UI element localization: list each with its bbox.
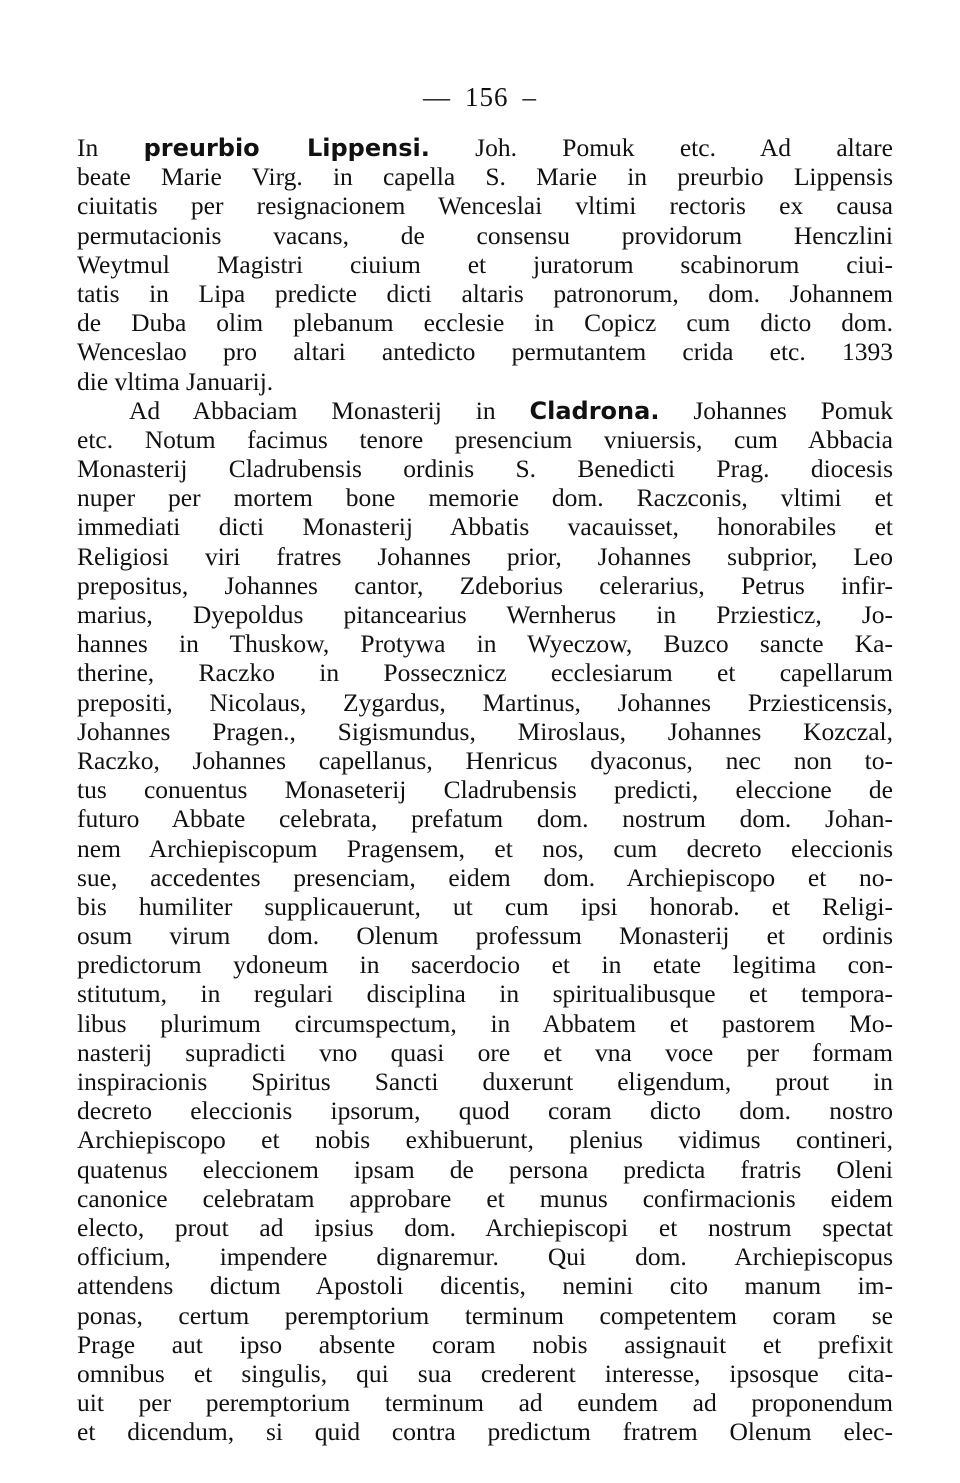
text-line: therine, Raczko in Possecznicz ecclesiarum et capellarum (77, 658, 893, 688)
text-line: decreto eleccionis ipsorum, quod coram dicto dom. nostro (77, 1096, 893, 1126)
header-dash-right: – (522, 82, 537, 112)
text-line: marius, Dyepoldus pitancearius Wernherus in Prziesticz, Jo- (77, 600, 893, 629)
place-heading: preurbio Lippensi. (143, 134, 430, 162)
text-line: Prage aut ipso absente coram nobis assignauit et prefixit (77, 1329, 893, 1359)
text-line: Archiepiscopo et nobis exhibuerunt, plenius vidimus contineri, (77, 1125, 893, 1155)
line-text-after-place: Johannes Pomuk (659, 395, 893, 425)
text-line: Weytmul Magistri ciuium et juratorum scabinorum ciui- (77, 249, 893, 279)
line-text-before-place: Ad Abbaciam Monasterij in (129, 395, 530, 425)
line-text-before-place: In (77, 133, 144, 162)
text-line: nuper per mortem bone memorie dom. Raczconis, vltimi et (77, 483, 893, 513)
text-line: tatis in Lipa predicte dicti altaris patronorum, dom. Johannem (77, 278, 893, 308)
text-line: omnibus et singulis, qui sua crederent interesse, ipsosque cita- (77, 1358, 893, 1388)
text-line: de Duba olim plebanum ecclesie in Copicz cum dicto dom. (77, 308, 893, 338)
text-line: die vltima Januarij. (77, 366, 274, 396)
text-line: nasterij supradicti vno quasi ore et vna voce per formam (77, 1037, 893, 1067)
text-line (77, 133, 893, 162)
text-line (77, 396, 893, 425)
text-line: stitutum, in regulari disciplina in spiritualibusque et tempora- (77, 979, 893, 1009)
text-line: etc. Notum facimus tenore presencium vniuersis, cum Abbacia (77, 424, 893, 454)
text-line: beate Marie Virg. in capella S. Marie in preurbio Lippensis (77, 162, 893, 192)
text-line: prepositi, Nicolaus, Zygardus, Martinus, Johannes Prziesticensis, (77, 687, 893, 717)
text-line: ciuitatis per resignacionem Wenceslai vltimi rectoris ex causa (77, 191, 893, 221)
text-line: tus conuentus Monaseterij Cladrubensis predicti, eleccione de (77, 775, 893, 805)
text-line: osum virum dom. Olenum professum Monasterij et ordinis (77, 921, 893, 951)
text-line: libus plurimum circumspectum, in Abbatem et pastorem Mo- (77, 1008, 893, 1038)
text-line: quatenus eleccionem ipsam de persona predicta fratris Oleni (77, 1154, 893, 1184)
text-line: Johannes Pragen., Sigismundus, Miroslaus, Johannes Kozczal, (77, 716, 893, 746)
text-line: et dicendum, si quid contra predictum fratrem Olenum elec- (77, 1417, 893, 1447)
text-line: inspiracionis Spiritus Sancti duxerunt eligendum, prout in (77, 1067, 893, 1096)
text-line: predictorum ydoneum in sacerdocio et in etate legitima con- (77, 950, 893, 980)
page-number: 156 (465, 82, 509, 112)
header-dash-left: — (423, 82, 451, 112)
place-heading: Cladrona. (529, 396, 660, 425)
text-line: attendens dictum Apostoli dicentis, nemini cito manum im- (77, 1271, 893, 1301)
text-line: Wenceslao pro altari antedicto permutantem crida etc. 1393 (77, 337, 893, 367)
text-line: officium, impendere dignaremur. Qui dom. Archiepiscopus (77, 1242, 893, 1272)
text-line: uit per peremptorium terminum ad eundem ad proponendum (77, 1388, 893, 1418)
text-line: sue, accedentes presenciam, eidem dom. Archiepiscopo et no- (77, 862, 893, 892)
text-line: hannes in Thuskow, Protywa in Wyeczow, Buzco sancte Ka- (77, 629, 893, 659)
text-line: ponas, certum peremptorium terminum competentem coram se (77, 1300, 893, 1330)
text-line: bis humiliter supplicauerunt, ut cum ipsi honorab. et Religi- (77, 891, 893, 921)
line-text-after-place: Joh. Pomuk etc. Ad altare (429, 133, 893, 162)
text-line: Monasterij Cladrubensis ordinis S. Benedicti Prag. diocesis (77, 454, 893, 484)
text-line: nem Archiepiscopum Pragensem, et nos, cum decreto eleccionis (77, 833, 893, 863)
text-line: prepositus, Johannes cantor, Zdeborius celerarius, Petrus infir- (77, 570, 893, 600)
text-line: electo, prout ad ipsius dom. Archiepiscopi et nostrum spectat (77, 1212, 893, 1242)
text-line: Religiosi viri fratres Johannes prior, Johannes subprior, Leo (77, 541, 893, 571)
body-text (77, 133, 893, 1446)
text-line: immediati dicti Monasterij Abbatis vacauisset, honorabiles et (77, 512, 893, 542)
text-line: Raczko, Johannes capellanus, Henricus dyaconus, nec non to- (77, 745, 893, 775)
text-line: futuro Abbate celebrata, prefatum dom. nostrum dom. Johan- (77, 804, 893, 834)
text-line: canonice celebratam approbare et munus confirmacionis eidem (77, 1183, 893, 1213)
page-header (0, 82, 960, 113)
text-line: permutacionis vacans, de consensu providorum Henczlini (77, 220, 893, 250)
